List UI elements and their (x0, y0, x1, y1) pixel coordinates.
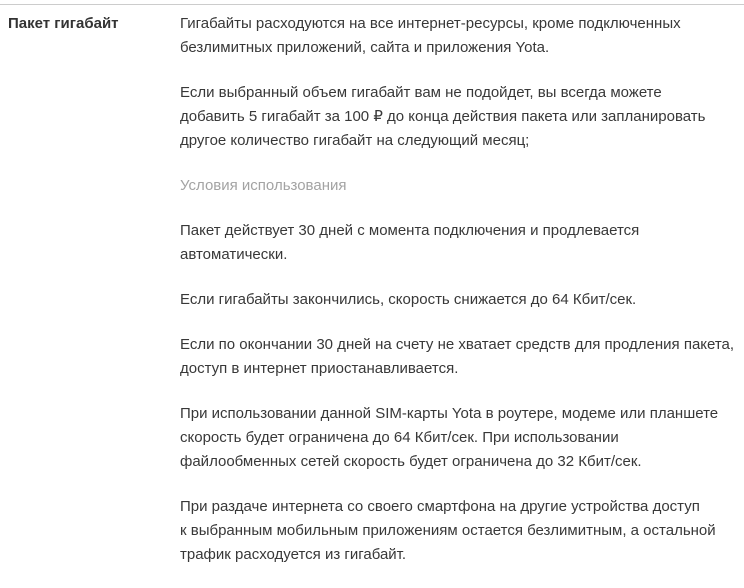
paragraph: При раздаче интернета со своего смартфона на другие устройства доступ к выбранным мобильным приложениям остается безлимитным, а остальной трафик расходуется из гигабайт. (180, 498, 716, 563)
row-description (180, 12, 744, 588)
paragraph: При использовании данной SIM-карты Yota в роутере, модеме или планшете скорость будет ограничена до 64 Кбит/сек. При использовании файлообменных сетей скорость будет ограничена до 32 Кбит/сек. (180, 405, 719, 470)
paragraph: Если по окончании 30 дней на счету не хватает средств для продления пакета, доступ в интернет приостанавливается. (180, 336, 735, 377)
paragraph: Если выбранный объем гигабайт вам не подойдет, вы всегда можете добавить 5 гигабайт за 100 ₽ до конца действия пакета или запланировать другое количество гигабайт на следующий месяц; (180, 84, 706, 149)
paragraph: Если гигабайты закончились, скорость снижается до 64 Кбит/сек. (180, 291, 637, 308)
tariff-row-gigabyte-package (0, 4, 744, 588)
section-subheading: Условия использования (180, 177, 347, 194)
paragraph: Гигабайты расходуются на все интернет-ресурсы, кроме подключенных безлимитных приложений, сайта и приложения Yota. (180, 15, 681, 56)
row-label-column (0, 12, 180, 36)
paragraph: Пакет действует 30 дней с момента подключения и продлевается автоматически. (180, 222, 640, 263)
row-label: Пакет гигабайт (8, 15, 119, 32)
